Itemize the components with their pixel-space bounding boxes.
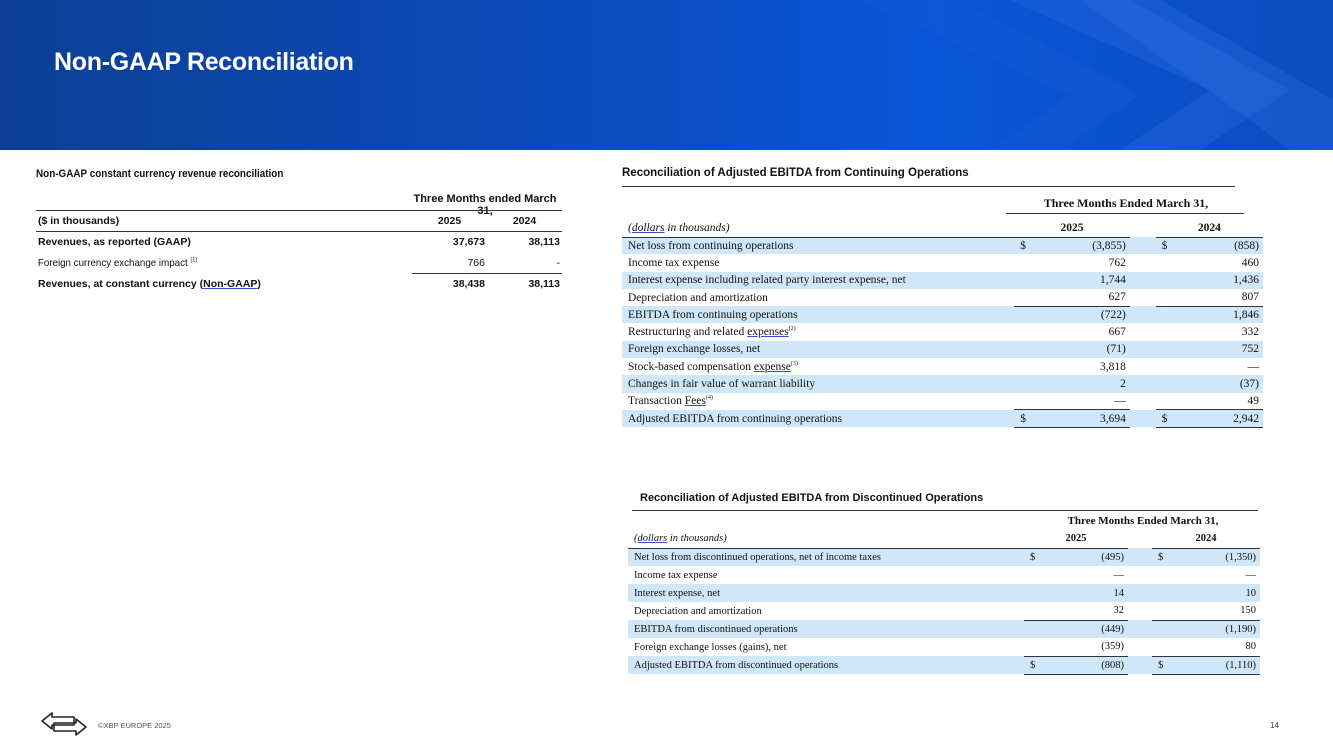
value-2025: (71) [1045,341,1130,358]
year-2025-header: 2025 [1014,219,1130,237]
value-2024: (1,190) [1182,620,1260,638]
table-row [36,253,562,274]
table-row [622,237,1263,254]
value-2024: 1,436 [1187,272,1263,289]
copyright-text: ©XBP EUROPE 2025 [98,721,171,730]
discontinued-title: Reconciliation of Adjusted EBITDA from Discontinued Operations [640,492,984,504]
currency-symbol [1014,341,1045,358]
table-row [622,323,1263,340]
value-2024: 38,113 [528,236,560,249]
currency-symbol [1014,358,1045,375]
row-label: Interest expense, net [628,584,1024,602]
value-2024: (1,110) [1182,656,1260,674]
value-2025: 762 [1108,256,1126,269]
currency-symbol: $ [1024,656,1054,674]
value-2025: 766 [467,256,485,269]
value-2024: - [556,256,560,269]
value-2024: (37) [1187,375,1263,392]
table-row [622,272,1263,289]
table-row [622,375,1263,392]
value-2025: 3,818 [1099,360,1126,373]
footnote-marker: (2) [788,326,796,333]
table-header-row [622,219,1263,237]
currency-symbol [1152,602,1182,620]
row-label: Adjusted EBITDA from continuing operations [622,410,1014,427]
row-label: Net loss from discontinued operations, net of income taxes [628,548,1024,566]
table-row [622,254,1263,271]
value-2025: 14 [1054,584,1128,602]
value-2025: (359) [1101,641,1124,653]
row-label: Foreign currency exchange impact $^{(1)}$ [37,257,198,269]
currency-symbol [1156,393,1187,410]
header-banner [0,0,1333,150]
currency-symbol: $ [1014,410,1045,427]
table-row [36,232,562,253]
currency-symbol [1014,272,1045,289]
table-row [628,620,1260,638]
value-2024: — [1247,360,1259,373]
footnote-marker: (4) [705,395,713,402]
currency-symbol: $ [1156,237,1187,254]
year-2024-header: 2024 [487,211,562,232]
currency-symbol [1014,375,1045,392]
year-2024-header: 2024 [1156,219,1263,237]
table-row [628,602,1260,620]
unit-label: ($ in thousands) [36,211,412,232]
currency-symbol [1156,254,1187,271]
continuing-period: Three Months Ended March 31, [1043,196,1209,210]
currency-symbol [1014,323,1045,340]
row-label: Depreciation and amortization [628,291,768,304]
currency-symbol: $ [1024,548,1054,566]
table-row [622,410,1263,427]
currency-symbol [1014,254,1045,271]
table-row [622,289,1263,306]
continuing-operations-table [622,167,1267,432]
table-row [622,358,1263,375]
currency-symbol [1156,306,1187,323]
row-label: Net loss from continuing operations [622,237,1014,254]
constant-currency-period: Three Months ended March 31, [413,193,557,217]
row-label: Restructuring and related expenses$^{(2)}$ [628,326,796,339]
discontinued-operations-table [620,492,1265,677]
year-2025-header: 2025 [1024,530,1128,548]
value-2025: — [1113,569,1124,581]
value-2024: 1,846 [1187,306,1263,323]
currency-symbol [1152,638,1182,656]
row-label: Income tax expense [628,256,720,269]
value-2024: 10 [1182,584,1260,602]
table-row [628,548,1260,566]
currency-symbol [1156,323,1187,340]
unit-label: (dollars in thousands) [628,530,1024,548]
currency-symbol: $ [1014,237,1045,254]
value-2025: 3,694 [1045,410,1130,427]
table-row [628,638,1260,656]
value-2024: — [1245,569,1256,581]
row-label: Adjusted EBITDA from discontinued operations [628,656,1024,674]
currency-symbol: $ [1156,410,1187,427]
table-row [622,341,1263,358]
currency-symbol [1014,306,1045,323]
table-row [622,306,1263,323]
year-2024-header: 2024 [1152,530,1260,548]
row-label: EBITDA from discontinued operations [628,620,1024,638]
page-number: 14 [1270,721,1279,730]
currency-symbol [1152,566,1182,584]
value-2024: 80 [1245,641,1256,653]
row-label: Depreciation and amortization [634,605,762,617]
title-rule [622,186,1235,187]
value-2024: 38,113 [487,274,562,295]
currency-symbol [1024,584,1054,602]
value-2025: 37,673 [452,236,485,249]
value-2025: (722) [1045,306,1130,323]
table-row [36,274,562,295]
currency-symbol [1156,341,1187,358]
currency-symbol [1156,289,1187,306]
currency-symbol [1014,289,1045,306]
value-2025: 32 [1113,605,1124,617]
row-label: Revenues, at constant currency (Non-GAAP) [38,278,261,290]
row-label: Income tax expense [634,569,718,581]
row-label: Stock-based compensation expense$^{(3)}$ [628,360,798,373]
value-2024: 2,942 [1187,410,1263,427]
row-label: Foreign exchange losses (gains), net [634,641,787,653]
value-2025: (495) [1054,548,1128,566]
xbp-arrows-logo-icon [38,707,90,741]
value-2024: (858) [1187,237,1263,254]
currency-symbol: $ [1152,656,1182,674]
value-2025: 2 [1045,375,1130,392]
table-header-row [628,530,1260,548]
footnote-marker: (1) [190,257,198,264]
table-row [622,393,1263,410]
row-label: Transaction Fees$^{(4)}$ [628,395,713,408]
currency-symbol [1152,620,1182,638]
value-2024: 752 [1187,341,1263,358]
constant-currency-table [36,168,562,291]
continuing-title: Reconciliation of Adjusted EBITDA from Continuing Operations [622,167,969,179]
period-rule [1006,213,1244,214]
value-2024: 150 [1240,605,1256,617]
page-title: Non-GAAP Reconciliation [54,48,354,76]
row-label: Revenues, as reported (GAAP) [38,236,191,249]
value-2025: (808) [1054,656,1128,674]
currency-symbol [1156,375,1187,392]
constant-currency-title: Non-GAAP constant currency revenue reconciliation [36,168,284,180]
row-label: Foreign exchange losses, net [622,341,1014,358]
value-2024: 460 [1241,256,1259,269]
currency-symbol: $ [1152,548,1182,566]
currency-symbol [1156,272,1187,289]
value-2024: 49 [1247,395,1259,408]
year-2025-header: 2025 [412,211,487,232]
currency-symbol [1024,638,1054,656]
value-2025: 667 [1108,326,1126,339]
table-row [628,656,1260,674]
value-2024: (1,350) [1182,548,1260,566]
currency-symbol [1024,566,1054,584]
row-label: Changes in fair value of warrant liability [622,375,1014,392]
value-2024: 807 [1241,291,1259,304]
table-header-row [36,211,562,232]
row-label: Interest expense including related party interest expense, net [622,272,1014,289]
value-2025: (3,855) [1045,237,1130,254]
table-row [628,584,1260,602]
table-row [628,566,1260,584]
discontinued-period: Three Months Ended March 31, [1067,515,1219,527]
value-2025: 1,744 [1045,272,1130,289]
unit-label: (dollars in thousands) [622,219,1014,237]
title-rule [632,510,1258,511]
footnote-marker: (3) [790,360,798,367]
currency-symbol [1152,584,1182,602]
value-2025: 627 [1108,291,1126,304]
currency-symbol [1024,620,1054,638]
value-2025: 38,438 [412,274,487,295]
value-2025: — [1114,395,1126,408]
currency-symbol [1156,358,1187,375]
currency-symbol [1014,393,1045,410]
row-label: EBITDA from continuing operations [622,306,1014,323]
value-2024: 332 [1241,326,1259,339]
currency-symbol [1024,602,1054,620]
value-2025: (449) [1054,620,1128,638]
